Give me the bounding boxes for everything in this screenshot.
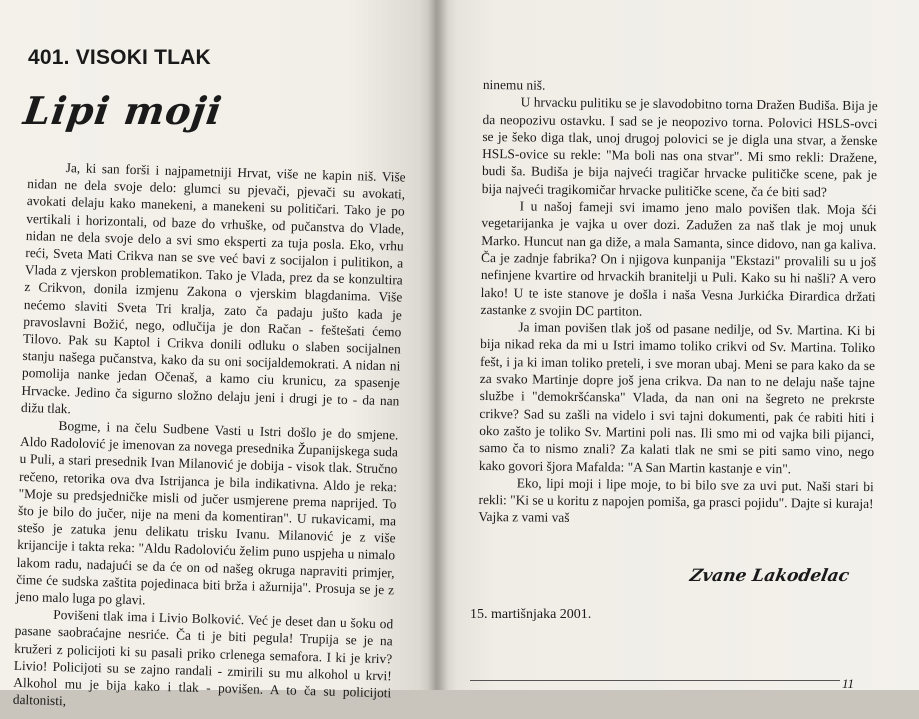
right-paragraph-2: I u našoj fameji svi imamo jeno malo povišen tlak. Moja šći vegetarijanka je vajka u over dozi. Zadužen za naš tlak je moj unuk Marko. Huncut nan ga diže, a mala Samanta, since didovo, nan ga kaliva. Ča je zadnje fabrika? On i njigova kunpanija "Ekstazi" provalili su u još nefinjene kvartire od hrvackih branitelji u Puli. Kako su hi našli? A vero lako! U te iste stanove je došla i naša Vesna Jurkićka Đirardica držati zastanke z svojin DC partiton. <box>480 198 877 319</box>
book-gutter <box>428 0 448 690</box>
left-article-body <box>13 158 406 719</box>
page-number: 11 <box>842 676 855 691</box>
article-number-title: 401. VISOKI TLAK <box>28 46 211 69</box>
right-article-body <box>478 76 878 530</box>
left-paragraph-2: Bogme, i na čelu Sudbene Vasti u Istri došlo je do smjene. Aldo Radolović je imenovan za novega presednika Županijskega suda u Puli, a stari presednik Ivan Milanović je dobija - visok tlak. Stručno rečeno, retorika ova dva Istrijanca je bila indikativna. Aldo je reka: "Moje su predsjedničke misli od jučer usmjerene prema naprijed. To što je bilo do jučer, nije na meni da komentiran". U rukavicami, ma stešo je zatuka jenu delikatu trisku Ivanu. Milanović je z više krijancije i takta reka: "Aldu Radoloviću želim puno uspjeha u nimalo lakom radu, nadajući se da će on od našeg okruga napraviti primjer, čime će sudska zaštita pojedinaca biti brža i ažurnija". Prosuja se je z jeno malo luga po glavi. <box>15 418 399 608</box>
publication-date: 15. martišnjaka 2001. <box>470 607 592 622</box>
right-paragraph-4: Eko, lipi moji i lipe moje, to bi bilo sve za uvi put. Naši stari bi rekli: "Ki se u koritu z napojen pomiša, ga prasci pojidu". Dajte si kuraja! Vajka z vami vaš <box>478 475 874 526</box>
author-signature: Zvane Lakodelac <box>688 566 851 586</box>
left-page <box>0 0 437 709</box>
footer-rule <box>470 680 840 681</box>
left-paragraph-3: Povišeni tlak ima i Livio Bolković. Već je deset dan u šoku od pasane saobraćajne nesriće. Ča ti je biti pegula! Trupija se je na kružeri z policijoti ki su pasali priko crlenega semafora. I ki je kriv? Livio! Policijoti su se zajno randali - zmirili su mu alkohol u krvi! Alkohol mu je bija kako i tlak - povišen. A to ča su policijoti daltonisti, <box>12 607 394 709</box>
right-paragraph-3: Ja iman povišen tlak još od pasane nedilje, od Sv. Martina. Ki bi bija nikad reka da mi u Istri imamo toliko crikvi od Sv. Martina. Toliko fešt, i ja ki iman toliko preteli, i sve moran ubaj. Meni se para kako da se za svako Martinje dopre još jena crikva. Da nan to ne delaju naše tajne službe i "demokršćanska" Vlada, da nan oni na šegreto ne prekrste crikve? Sad su zašli na videlo i svi tajni dokumenti, pak će rabiti hiti i oko zašto je toliko Sv. Martini poli nas. Ili smo mi od vajka bili pijanci, samo ča to nismo znali? Za kalati tlak ne smi se piti samo vino, nego kako govori šjora Mafalda: "A San Martin kastanje e vin". <box>478 319 876 476</box>
article-headline: Lipi moji <box>20 88 226 133</box>
left-paragraph-1: Ja, ki san forši i najpametniji Hrvat, više ne kapin niš. Više nidan ne dela svoje delo: glumci su pjevači, pjevači su avokati, avokati delaju kako manekeni, a manekeni su političari. Tako je po vertikali i horizontali, od baze do vrhuške, od pučanstva do Vlade, nidan ne dela svoje delo a svi smo eksperti za tuja posla. Eko, vrhu reći, Sveta Mati Crikva nan se sve već bavi z socijalon i pulitikon, a Vlada z vjerskon problematikon. Tako je Vlada, prez da se konzultira z Crikvon, donila izmjenu Zakona o vjerskim blagdanima. Više nećemo slaviti Sveta Tri kralja, zato ča padaju jušto kada je pravoslavni Božić, nego, odlučija je don Račan - feštešati ćemo Tilovo. Pak su Kaptol i Crikva donili odluku o slaben socijalnen stanju našega pučanstva, kako da su oni socijaldemokrati. A nidan ni pomolija nanke jedan Očenaš, a kamo ciu krunicu, za spasenje Hrvacke. Jedino ča sigurno složno delaju jeni i drugi je to - da nan dižu tlak. <box>20 160 406 417</box>
right-paragraph-continuation: ninemu niš. <box>482 76 546 93</box>
right-paragraph-1: U hrvacku pulitiku se je slavodobitno torna Dražen Budiša. Bija je da neopozivu ostavku. I sad se je neopozivo torna. Polovici HSLS-ovci se je šeko diga tlak, unoj drugoj polovici se je digla una stvar, a ženske HSLS-ovice su rekle: "Ma boli nas ona stvar". Mi smo rekli: Draženе, budi ša. Budiša je bija najveći tragičar hrvacke pulitičke scene, pak je bija najveći tragikomičar hrvacke pulitičke scene, ča će biti sad? <box>481 94 878 200</box>
